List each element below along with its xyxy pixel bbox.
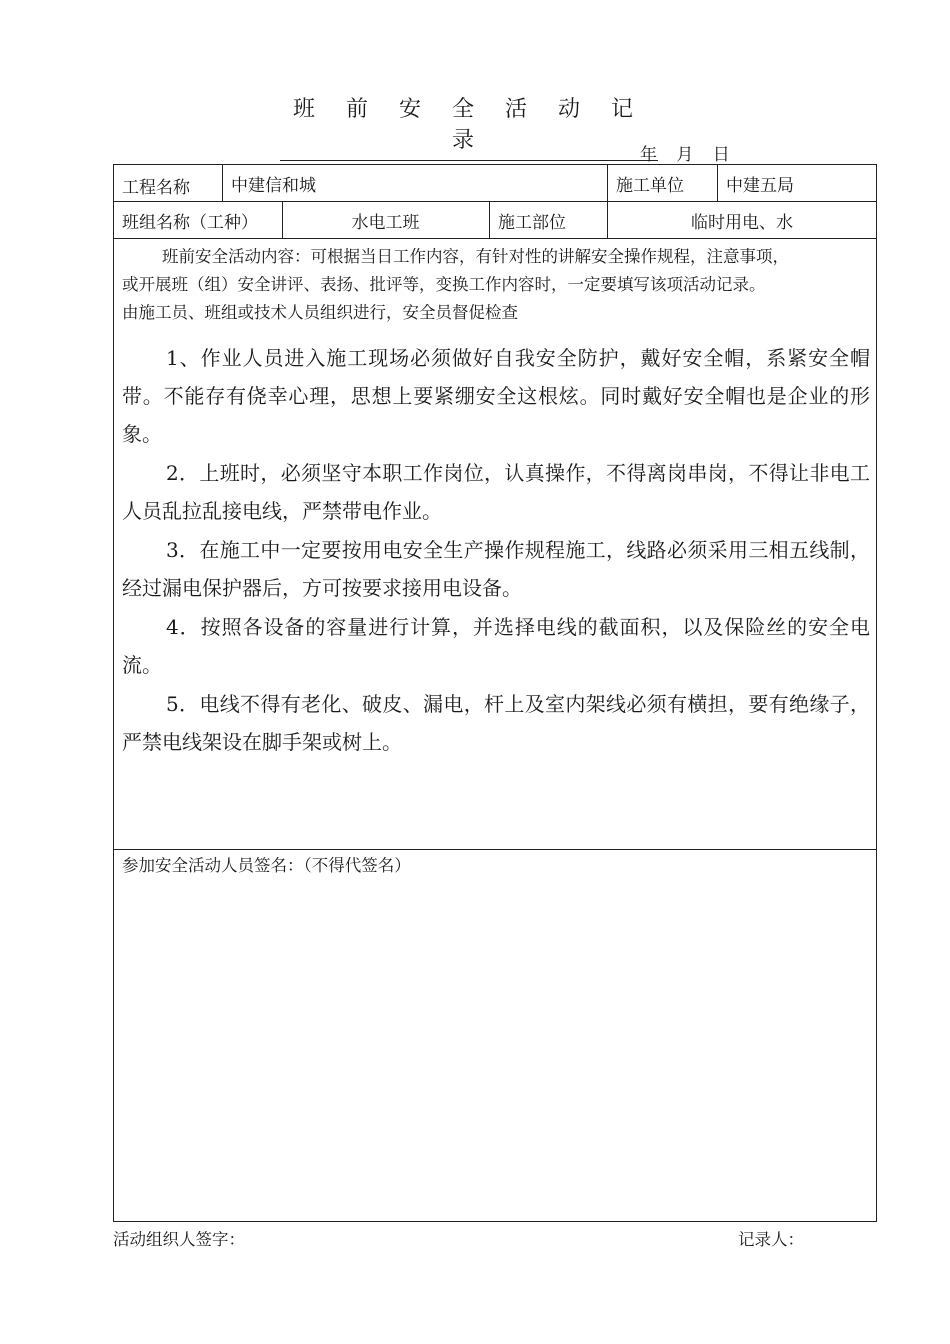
construction-unit-label: 施工单位 (616, 175, 684, 196)
content-bottom-line (113, 849, 877, 850)
project-name-label: 工程名称 (122, 177, 190, 198)
activity-item: 2．上班时，必须坚守本职工作岗位，认真操作，不得离岗串岗，不得让非电工人员乱拉乱接电线，严禁带电作业。 (122, 461, 870, 523)
construction-unit-value: 中建五局 (726, 175, 794, 196)
project-name-value: 中建信和城 (231, 175, 316, 196)
recorder-label: 记录人： (738, 1230, 804, 1249)
instruction-line: 班前安全活动内容：可根据当日工作内容，有针对性的讲解安全操作规程，注意事项， (162, 247, 789, 266)
activity-item: 5．电线不得有老化、破皮、漏电，杆上及室内架线必须有横担，要有绝缘子，严禁电线架设在脚手架或树上。 (122, 692, 870, 754)
row1-divider (607, 164, 608, 201)
activity-item: 1、作业人员进入施工现场必须做好自我安全防护，戴好安全帽，系紧安全帽带。不能存有侥幸心理，思想上要紧绷安全这根炫。同时戴好安全帽也是企业的形象。 (122, 346, 870, 446)
activity-item: 3．在施工中一定要按用电安全生产操作规程施工，线路必须采用三相五线制，经过漏电保护器后，方可按要求接用电设备。 (122, 538, 870, 600)
row2-divider (489, 201, 490, 238)
activity-instruction (122, 243, 870, 327)
row2-bottom-line (113, 238, 877, 239)
participant-signature-label: 参加安全活动人员签名：（不得代签名） (122, 856, 411, 875)
row1-divider (222, 164, 223, 201)
team-name-label: 班组名称（工种） (122, 212, 258, 233)
construction-part-label: 施工部位 (498, 212, 566, 233)
row1-divider (717, 164, 718, 201)
date-line: 年 月 日 (640, 145, 730, 165)
activity-items (122, 339, 870, 762)
instruction-line: 由施工员、班组或技术人员组织进行，安全员督促检查 (122, 303, 518, 322)
document-title: 班 前 安 全 活 动 记 录 (280, 92, 658, 161)
team-name-value: 水电工班 (351, 212, 420, 233)
construction-part-value: 临时用电、水 (691, 212, 793, 233)
activity-item: 4．按照各设备的容量进行计算，并选择电线的截面积，以及保险丝的安全电流。 (122, 615, 870, 677)
organizer-signature-label: 活动组织人签字： (113, 1230, 245, 1249)
row1-bottom-line (113, 201, 877, 202)
instruction-line: 或开展班（组）安全讲评、表扬、批评等，变换工作内容时，一定要填写该项活动记录。 (122, 275, 766, 294)
